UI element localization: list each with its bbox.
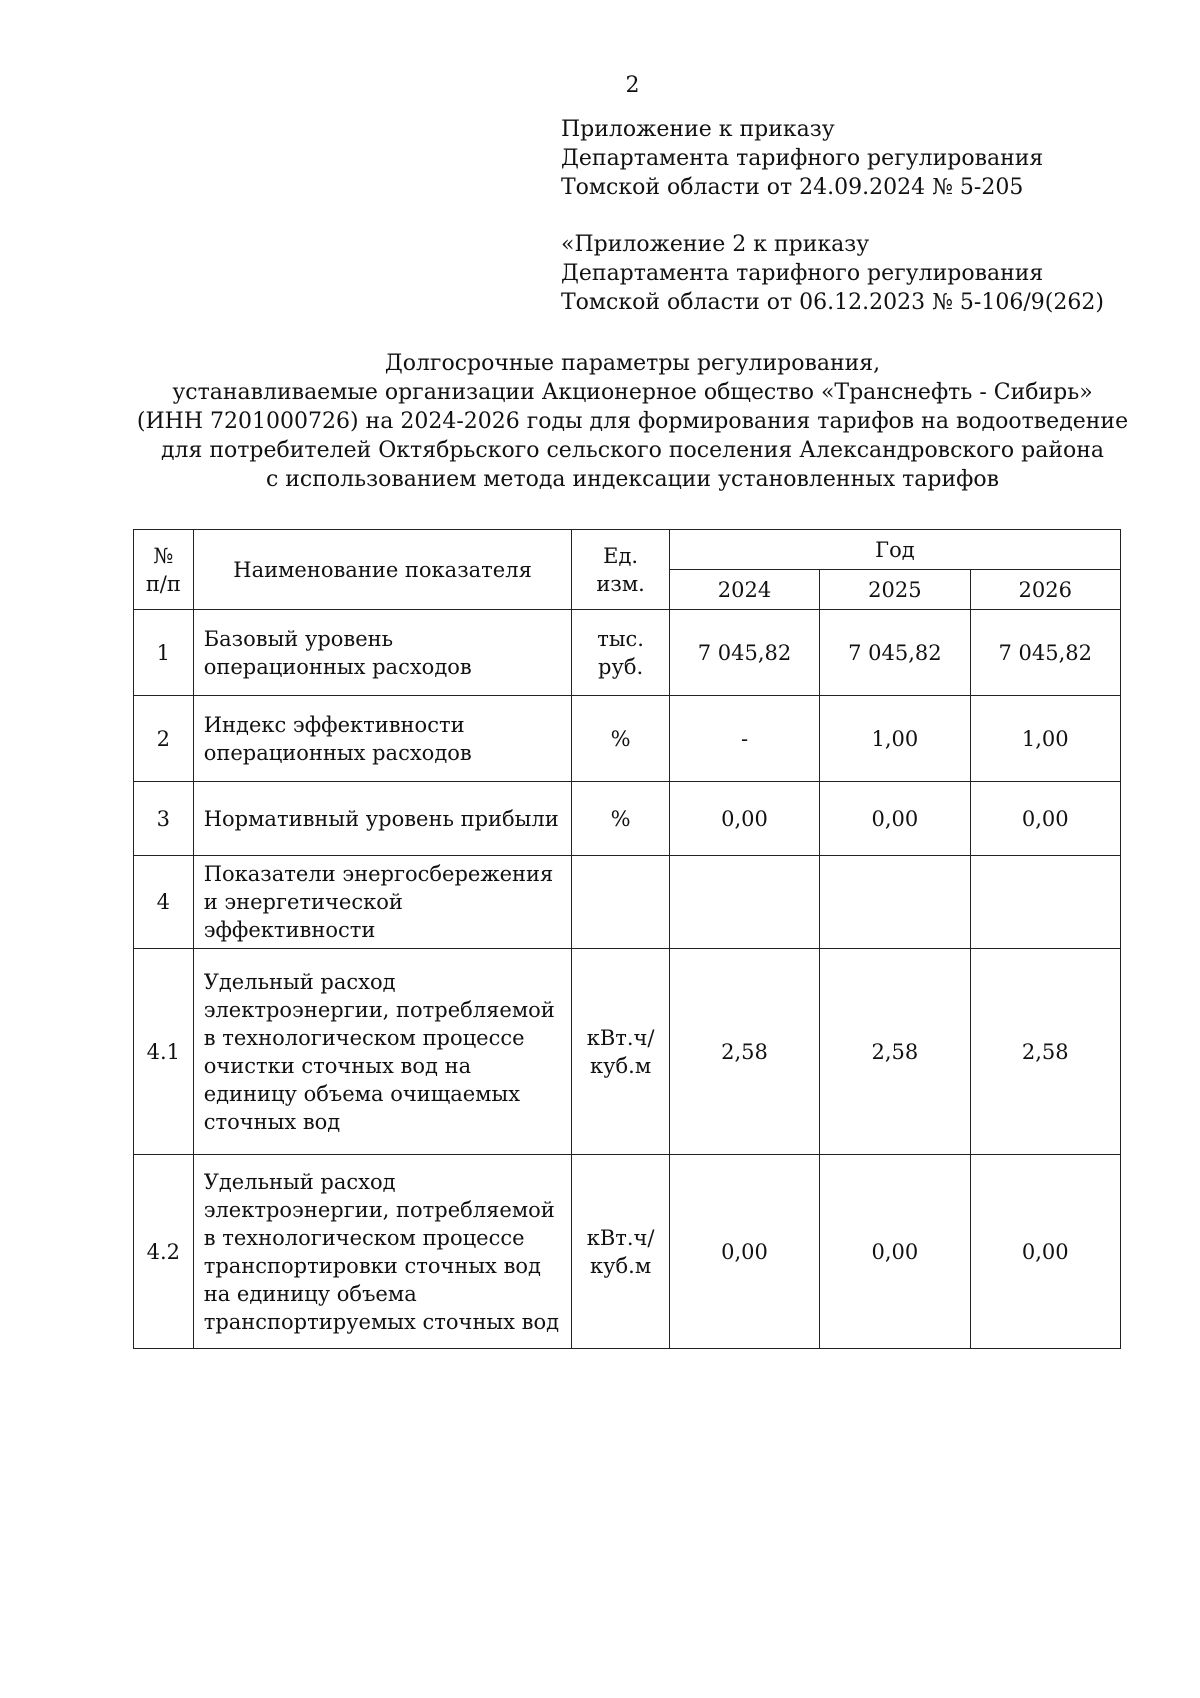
title-line: для потребителей Октябрьского сельского поселения Александровского района (160, 438, 1105, 463)
row-value (970, 856, 1120, 949)
row-value: 7 045,82 (970, 610, 1120, 696)
row-indicator-name: Удельный расход электроэнергии, потребляемой в технологическом процессе очистки сточных вод на единицу объема очищаемых сточных вод (193, 949, 572, 1155)
header-year: 2026 (970, 570, 1120, 610)
row-value: - (669, 696, 819, 782)
row-value: 0,00 (820, 1155, 970, 1349)
row-unit: % (572, 696, 669, 782)
row-value: 2,58 (970, 949, 1120, 1155)
row-indicator-name: Базовый уровень операционных расходов (193, 610, 572, 696)
title-line: (ИНН 7201000726) на 2024-2026 годы для формирования тарифов на водоотведение (136, 409, 1129, 434)
row-value: 0,00 (970, 782, 1120, 856)
row-indicator-name: Индекс эффективности операционных расходов (193, 696, 572, 782)
table-row (134, 856, 1121, 949)
title-line: Долгосрочные параметры регулирования, (384, 351, 881, 376)
row-number: 1 (134, 610, 194, 696)
annex-line: Приложение к приказу (561, 117, 835, 142)
row-unit (572, 856, 669, 949)
table-row (134, 949, 1121, 1155)
row-indicator-name: Нормативный уровень прибыли (193, 782, 572, 856)
header-number: № п/п (134, 530, 194, 610)
table-row (134, 782, 1121, 856)
row-indicator-name: Удельный расход электроэнергии, потребляемой в технологическом процессе транспортировки сточных вод на единицу объема транспортируемых сточных вод (193, 1155, 572, 1349)
annex-line: «Приложение 2 к приказу (561, 232, 870, 257)
row-value: 0,00 (669, 782, 819, 856)
row-value (820, 856, 970, 949)
document-title (0, 349, 1200, 494)
page-number: 2 (625, 73, 640, 98)
row-unit: кВт.ч/ куб.м (572, 949, 669, 1155)
header-unit: Ед. изм. (572, 530, 669, 610)
row-unit: тыс. руб. (572, 610, 669, 696)
header-year: 2024 (669, 570, 819, 610)
annex-line: Департамента тарифного регулирования (561, 146, 1044, 171)
title-line: с использованием метода индексации установленных тарифов (265, 467, 1000, 492)
row-value: 7 045,82 (820, 610, 970, 696)
header-year: 2025 (820, 570, 970, 610)
row-value: 2,58 (820, 949, 970, 1155)
row-value: 0,00 (970, 1155, 1120, 1349)
row-number: 2 (134, 696, 194, 782)
annex-line: Томской области от 06.12.2023 № 5-106/9(262) (561, 290, 1104, 315)
table-row (134, 696, 1121, 782)
row-number: 4.2 (134, 1155, 194, 1349)
title-line: устанавливаемые организации Акционерное общество «Транснефть - Сибирь» (172, 380, 1093, 405)
annex-line: Департамента тарифного регулирования (561, 261, 1044, 286)
header-year-group: Год (669, 530, 1120, 570)
table-row (134, 610, 1121, 696)
row-unit: % (572, 782, 669, 856)
annex-line: Томской области от 24.09.2024 № 5-205 (561, 175, 1024, 200)
row-value: 0,00 (669, 1155, 819, 1349)
row-value: 2,58 (669, 949, 819, 1155)
header-indicator-name: Наименование показателя (193, 530, 572, 610)
original-annex-reference (561, 230, 1104, 317)
annex-reference (561, 115, 1043, 202)
row-unit: кВт.ч/ куб.м (572, 1155, 669, 1349)
row-number: 3 (134, 782, 194, 856)
row-value: 1,00 (820, 696, 970, 782)
row-number: 4.1 (134, 949, 194, 1155)
row-value: 1,00 (970, 696, 1120, 782)
row-value: 0,00 (820, 782, 970, 856)
parameters-table (133, 529, 1121, 1349)
row-value (669, 856, 819, 949)
row-indicator-name: Показатели энергосбережения и энергетической эффективности (193, 856, 572, 949)
row-value: 7 045,82 (669, 610, 819, 696)
row-number: 4 (134, 856, 194, 949)
table-row (134, 1155, 1121, 1349)
